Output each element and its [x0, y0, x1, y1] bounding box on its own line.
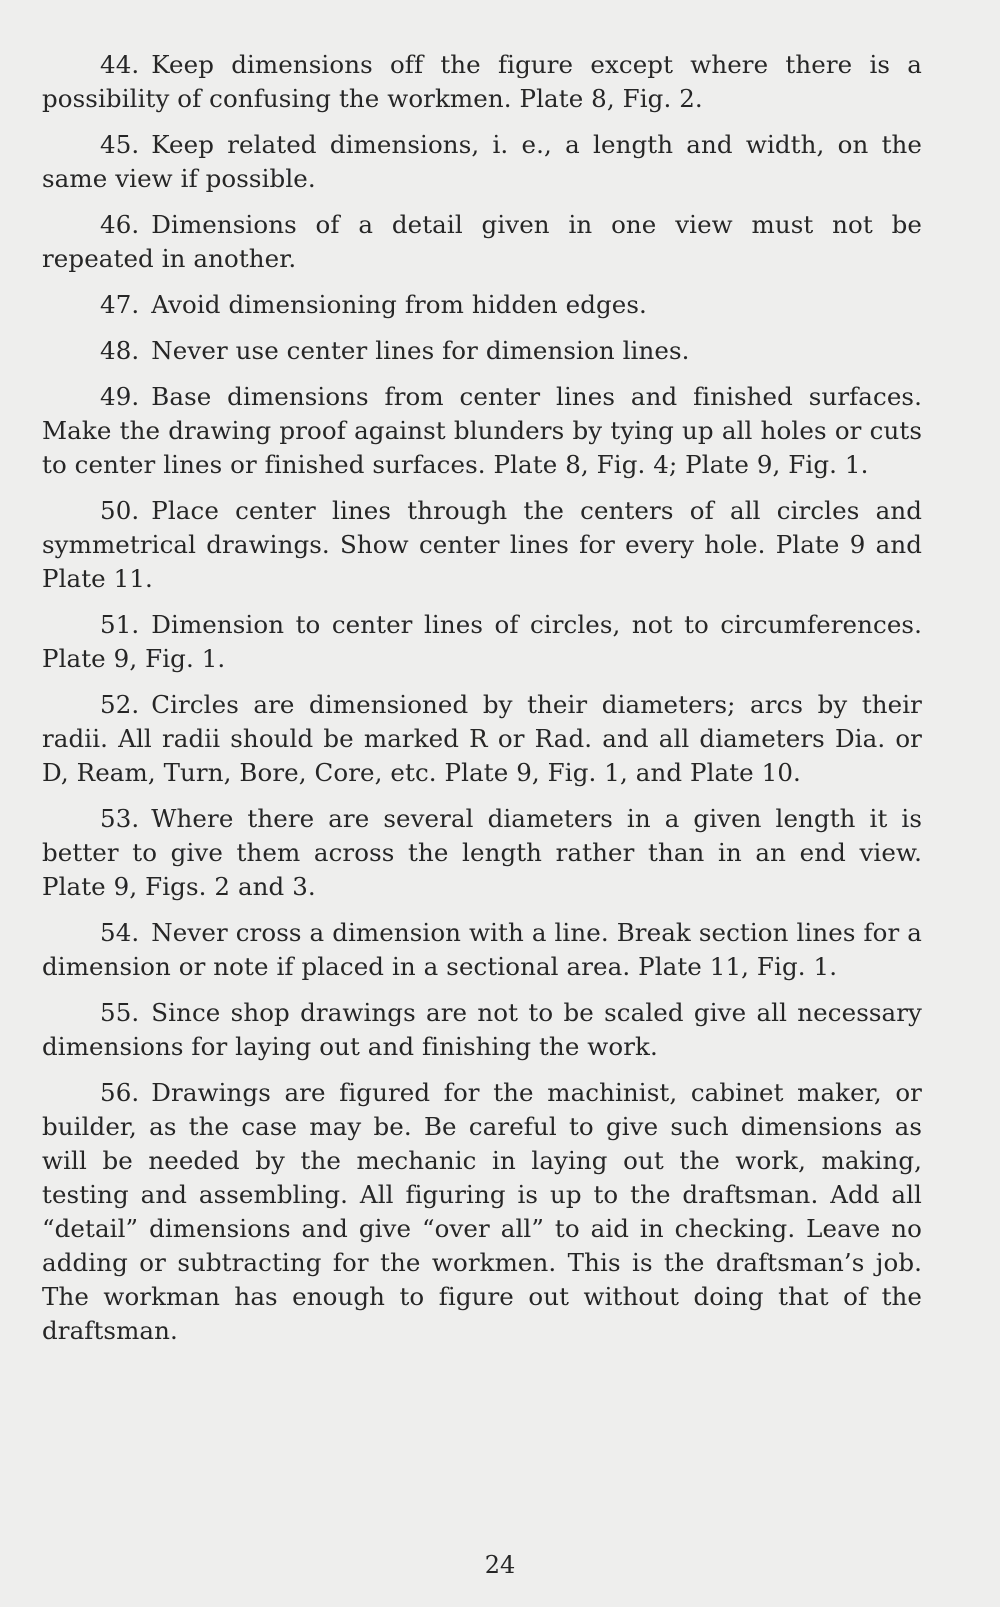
rule-item — [42, 608, 922, 676]
rule-item — [42, 48, 922, 116]
rule-item — [42, 128, 922, 196]
rule-number: 50. — [100, 496, 140, 525]
rule-text: Dimension to center lines of circles, not to circumferences. Plate 9, Fig. 1. — [42, 610, 922, 673]
rule-number: 53. — [100, 804, 140, 833]
rule-text: Keep dimensions off the figure except where there is a possibility of confusing the workmen. Plate 8, Fig. 2. — [42, 50, 922, 113]
rule-text: Keep related dimensions, i. e., a length and width, on the same view if possible. — [42, 130, 922, 193]
rule-text: Dimensions of a detail given in one view must not be repeated in another. — [42, 210, 922, 273]
rule-text: Circles are dimensioned by their diameters; arcs by their radii. All radii should be marked R or Rad. and all diameters Dia. or D, Ream, Turn, Bore, Core, etc. Plate 9, Fig. 1, and Plate 10. — [42, 690, 922, 787]
rule-item — [42, 996, 922, 1064]
rule-number: 44. — [100, 50, 140, 79]
rule-number: 49. — [100, 382, 140, 411]
rule-item — [42, 380, 922, 482]
rule-item — [42, 288, 922, 322]
rule-text: Where there are several diameters in a given length it is better to give them across the length rather than in an end view. Plate 9, Figs. 2 and 3. — [42, 804, 922, 901]
rule-item — [42, 688, 922, 790]
rule-item — [42, 208, 922, 276]
rule-item — [42, 1076, 922, 1348]
rule-number: 56. — [100, 1078, 140, 1107]
rule-text: Since shop drawings are not to be scaled give all necessary dimensions for laying out and finishing the work. — [42, 998, 922, 1061]
rule-number: 52. — [100, 690, 140, 719]
rule-number: 45. — [100, 130, 140, 159]
page-number: 24 — [484, 1551, 516, 1579]
rule-number: 48. — [100, 336, 140, 365]
rule-item — [42, 334, 922, 368]
rule-item — [42, 916, 922, 984]
rule-number: 55. — [100, 998, 140, 1027]
rule-number: 51. — [100, 610, 140, 639]
rule-text: Place center lines through the centers of all circles and symmetrical drawings. Show center lines for every hole. Plate 9 and Plate 11. — [42, 496, 922, 593]
rule-text: Base dimensions from center lines and finished surfaces. Make the drawing proof against blunders by tying up all holes or cuts to center lines or finished surfaces. Plate 8, Fig. 4; Plate 9, Fig. 1. — [42, 382, 922, 479]
rules-list — [42, 48, 922, 1348]
rule-number: 54. — [100, 918, 140, 947]
rule-text: Never cross a dimension with a line. Break section lines for a dimension or note if placed in a sectional area. Plate 11, Fig. 1. — [42, 918, 922, 981]
rule-number: 46. — [100, 210, 140, 239]
rule-number: 47. — [100, 290, 140, 319]
rule-text: Drawings are figured for the machinist, cabinet maker, or builder, as the case may be. Be careful to give such dimensions as will be needed by the mechanic in laying out the work, making, testing and assembling. All figuring is up to the draftsman. Add all “detail” dimensions and give “over all” to aid in checking. Leave no adding or subtracting for the workmen. This is the draftsman’s job. The workman has enough to figure out without doing that of the draftsman. — [42, 1078, 922, 1345]
rule-item — [42, 802, 922, 904]
rule-text: Avoid dimensioning from hidden edges. — [151, 290, 647, 319]
rule-text: Never use center lines for dimension lines. — [151, 336, 690, 365]
rule-item — [42, 494, 922, 596]
